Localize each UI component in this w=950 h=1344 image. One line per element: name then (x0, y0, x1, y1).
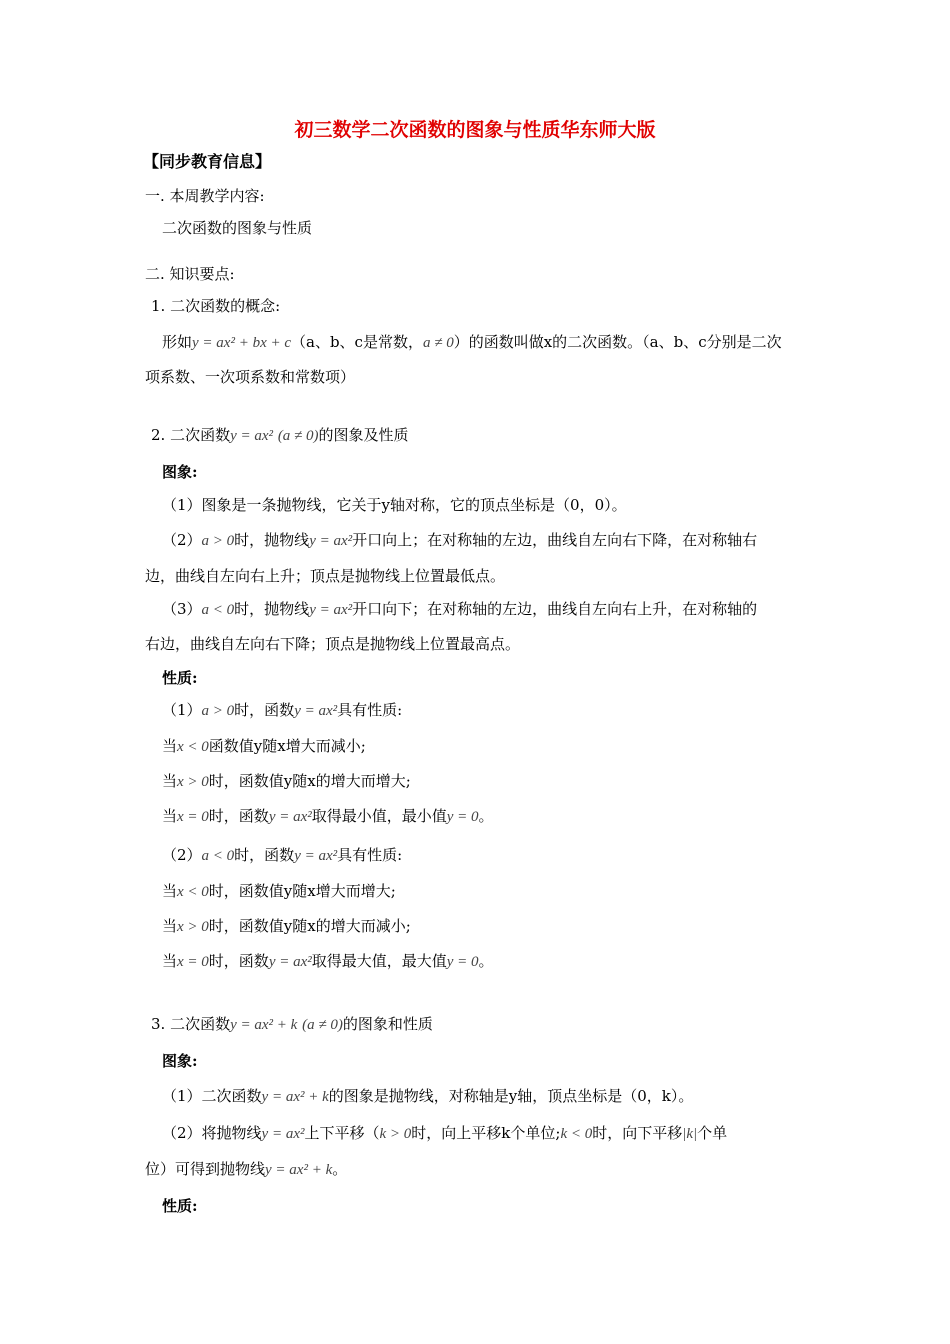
text: 的图象和性质 (342, 1015, 433, 1033)
condition: x < 0 (177, 739, 209, 755)
text: ）的函数叫做x的二次函数。（a、b、c分别是二次 (453, 333, 782, 351)
text: 个单 (697, 1124, 728, 1142)
graph-item-3-cont: 右边，曲线自左向右下降；顶点是抛物线上位置最高点。 (145, 635, 521, 653)
text: 时，函数 (234, 701, 295, 719)
text: 上下平移（ (304, 1124, 380, 1142)
condition: a < 0 (201, 602, 235, 618)
text: 时，函数 (234, 846, 295, 864)
text: （2） (162, 846, 202, 864)
condition: a > 0 (201, 703, 235, 719)
section-1-heading: 一. 本周教学内容: (145, 187, 265, 205)
text: 。 (478, 952, 494, 970)
text: 时，函数值y随x的增大而增大; (208, 772, 411, 790)
text: 时，函数 (208, 952, 269, 970)
formula: y = ax² (268, 809, 312, 825)
text: 取得最小值，最小值 (311, 807, 447, 825)
formula: y = ax² (268, 954, 312, 970)
section-1-content: 二次函数的图象与性质 (162, 219, 313, 237)
text: 3. 二次函数 (151, 1015, 231, 1033)
text: 开口向上；在对称轴的左边，曲线自左向右下降，在对称轴右 (352, 531, 758, 549)
point-1-heading: 1. 二次函数的概念: (151, 297, 281, 315)
text: 时，向下平移 (592, 1124, 683, 1142)
formula: y = ax² + k (261, 1089, 329, 1105)
property-2 (162, 845, 402, 866)
text: 具有性质: (337, 846, 403, 864)
property-1-line-3 (162, 806, 494, 827)
text: 位）可得到抛物线 (145, 1160, 266, 1178)
text: 时，函数 (208, 807, 269, 825)
condition: a < 0 (201, 848, 235, 864)
point-3-graph-2 (162, 1123, 727, 1144)
point-3-graph-2-cont (145, 1159, 347, 1180)
property-2-line-3 (162, 951, 494, 972)
text: 当 (162, 882, 178, 900)
property-1-line-2 (162, 771, 411, 792)
condition: x = 0 (177, 954, 209, 970)
text: 时，抛物线 (234, 600, 310, 618)
formula: y = ax² (294, 848, 338, 864)
point-3-heading (151, 1014, 433, 1035)
text: 函数值y随x增大而减小; (208, 737, 366, 755)
graph-item-2-cont: 边，曲线自左向右上升；顶点是抛物线上位置最低点。 (145, 567, 506, 585)
text: 当 (162, 917, 178, 935)
text: （1）二次函数 (162, 1087, 262, 1105)
property-label: 性质: (162, 669, 198, 687)
document-title: 初三数学二次函数的图象与性质华东师大版 (294, 119, 656, 141)
value: y = 0 (446, 954, 479, 970)
text: 形如 (162, 333, 193, 351)
condition: (a ≠ 0) (277, 428, 319, 444)
condition: x < 0 (177, 884, 209, 900)
text: 当 (162, 952, 178, 970)
section-header: 【同步教育信息】 (143, 152, 272, 171)
text: 时，函数值y随x的增大而减小; (208, 917, 411, 935)
property-label-2: 性质: (162, 1197, 198, 1215)
text: 。 (478, 807, 494, 825)
text: 时，向上平移k个单位; (411, 1124, 561, 1142)
graph-label-2: 图象: (162, 1052, 198, 1070)
point-1-paragraph-cont: 项系数、一次项系数和常数项） (145, 368, 356, 386)
text: （a、b、c是常数， (291, 333, 423, 351)
text: 当 (162, 737, 178, 755)
text: 的图象是抛物线，对称轴是y轴，顶点坐标是（0，k）。 (328, 1087, 694, 1105)
formula: y = ax² + k (265, 1162, 333, 1178)
property-2-line-1 (162, 881, 396, 902)
point-1-paragraph (162, 332, 782, 353)
text: 开口向下；在对称轴的左边，曲线自左向右上升，在对称轴的 (352, 600, 758, 618)
graph-label: 图象: (162, 463, 198, 481)
condition: a > 0 (201, 533, 235, 549)
point-2-heading (151, 425, 409, 446)
formula-quadratic: y = ax² + bx + c (192, 335, 292, 351)
text: 的图象及性质 (318, 426, 409, 444)
text: 时，抛物线 (234, 531, 310, 549)
formula: y = ax² (309, 533, 353, 549)
formula: y = ax² (294, 703, 338, 719)
abs-k: |k| (682, 1126, 698, 1142)
condition: x = 0 (177, 809, 209, 825)
text: 具有性质: (337, 701, 403, 719)
point-3-graph-1 (162, 1086, 693, 1107)
condition: k > 0 (379, 1126, 412, 1142)
text: 当 (162, 772, 178, 790)
text: 取得最大值，最大值 (311, 952, 447, 970)
text: （3） (162, 600, 202, 618)
graph-item-1: （1）图象是一条抛物线，它关于y轴对称，它的顶点坐标是（0，0）。 (162, 496, 627, 514)
text: （2）将抛物线 (162, 1124, 262, 1142)
property-1 (162, 700, 402, 721)
text: 时，函数值y随x增大而增大; (208, 882, 396, 900)
condition: (a ≠ 0) (302, 1017, 343, 1033)
formula: y = ax² (230, 428, 274, 444)
formula: y = ax² + k (230, 1017, 298, 1033)
formula: y = ax² (309, 602, 353, 618)
condition: x > 0 (177, 919, 209, 935)
graph-item-3 (162, 599, 757, 620)
value: y = 0 (446, 809, 479, 825)
section-2-heading: 二. 知识要点: (145, 265, 235, 283)
text: 当 (162, 807, 178, 825)
property-2-line-2 (162, 916, 411, 937)
text: 。 (332, 1160, 348, 1178)
condition: a ≠ 0 (422, 335, 454, 351)
text: （2） (162, 531, 202, 549)
text: （1） (162, 701, 202, 719)
condition: x > 0 (177, 774, 209, 790)
text: 2. 二次函数 (151, 426, 231, 444)
formula: y = ax² (261, 1126, 305, 1142)
property-1-line-1 (162, 736, 366, 757)
graph-item-2 (162, 530, 757, 551)
condition: k < 0 (560, 1126, 593, 1142)
